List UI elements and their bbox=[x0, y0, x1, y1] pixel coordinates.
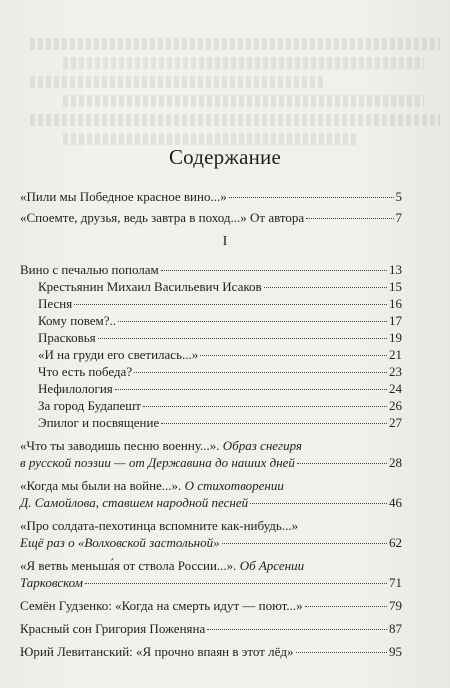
toc-entry: «Что ты заводишь песню военну...». Образ снегиря в русской поэзии — от Державина до наших дней 28 bbox=[20, 438, 402, 470]
toc-subentry: Кому повем?.. 17 bbox=[38, 313, 402, 328]
toc-intro bbox=[20, 188, 402, 226]
toc-subentry: Эпилог и посвящение 27 bbox=[38, 415, 402, 430]
toc-entry: «Я ветвь меньша́я от ствола России...». Об Арсении Тарковском 71 bbox=[20, 558, 402, 590]
toc-entry: «Пили мы Победное красное вино...» 5 bbox=[20, 189, 402, 204]
toc-subentry: Нефилология 24 bbox=[38, 381, 402, 396]
toc-entry: «Про солдата-пехотинца вспомните как-нибудь...» Ещё раз о «Волховской застольной» 62 bbox=[20, 518, 402, 550]
toc-subentry: За город Будапешт 26 bbox=[38, 398, 402, 413]
toc-entry: «Когда мы были на войне...». О стихотворении Д. Самойлова, ставшем народной песней 46 bbox=[20, 478, 402, 510]
toc-entry: Юрий Левитанский: «Я прочно впаян в этот лёд» 95 bbox=[20, 644, 402, 659]
toc-entry: Красный сон Григория Поженяна 87 bbox=[20, 621, 402, 636]
toc-subentry: Прасковья 19 bbox=[38, 330, 402, 345]
toc-subentry: «И на груди его светилась...» 21 bbox=[38, 347, 402, 362]
toc-subentry: Крестьянин Михаил Васильевич Исаков 15 bbox=[38, 279, 402, 294]
toc-entry: Семён Гудзенко: «Когда на смерть идут — поют...» 79 bbox=[20, 598, 402, 613]
section-number: I bbox=[222, 234, 228, 249]
toc-section-1 bbox=[20, 261, 402, 660]
toc-subentry: Песня 16 bbox=[38, 296, 402, 311]
page-title: Содержание bbox=[168, 145, 282, 169]
toc-entry: Вино с печалью пополам 13 bbox=[20, 262, 402, 277]
toc-subentry: Что есть победа? 23 bbox=[38, 364, 402, 379]
toc-entry: «Споемте, друзья, ведь завтра в поход...» От автора 7 bbox=[20, 210, 402, 225]
bleed-through-text bbox=[30, 38, 440, 152]
